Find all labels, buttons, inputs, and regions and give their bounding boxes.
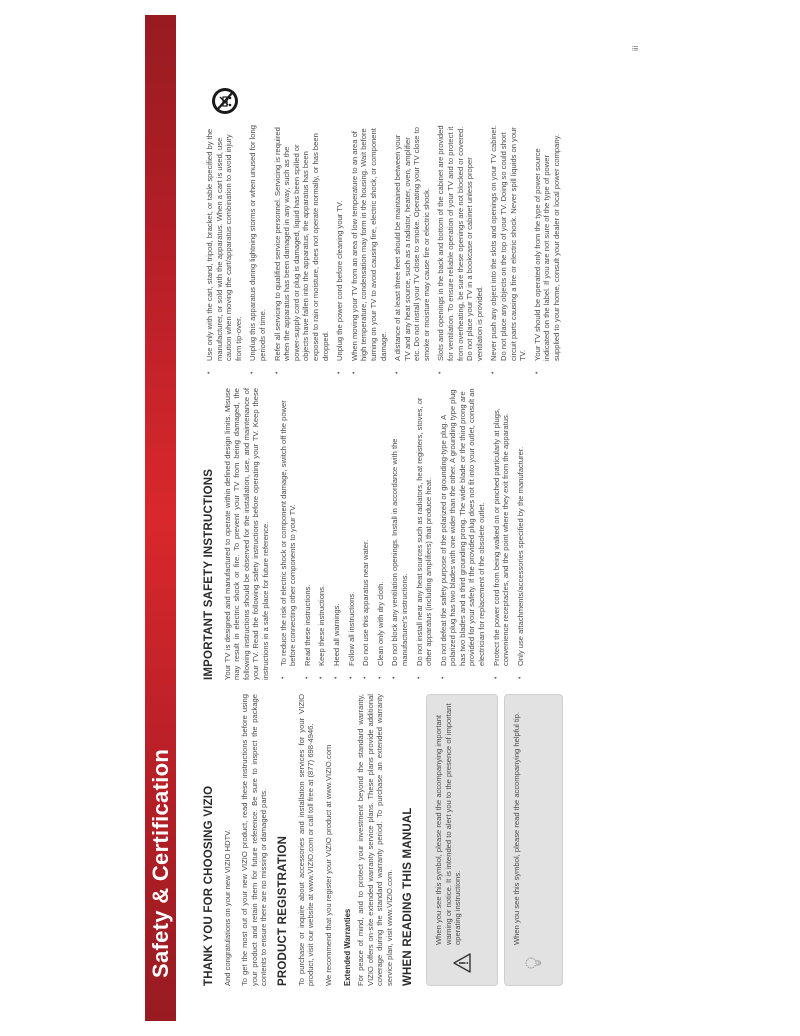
warning-notice-box (426, 694, 498, 986)
thank-you-heading: THANK YOU FOR CHOOSING VIZIO (203, 785, 215, 986)
list-item: • Keep these instructions. (317, 388, 327, 680)
tip-notice-box (504, 694, 563, 986)
warning-triangle-icon (452, 953, 472, 973)
list-item: • Do not defeat the safety purpose of the polarized or grounding-type plug. A polarized plug has two blades with one wider than the other. A grounding type plug has two blades and a third grounding prong. The wide blade or the third prong are provided for your safety. If the provided plug does not fit into your outlet, consult an electrician for replacement of the obsolete outlet. (439, 388, 487, 680)
product-registration-heading: PRODUCT REGISTRATION (276, 835, 289, 986)
list-item: • Slots and openings in the back and bottom of the cabinet are provided for ventilation. To ensure reliable operation of your TV and to protect it from overheating, be sure these openings are not blocked or covered. Do not place your TV in a bookcase or cabinet unless proper ventilation is provided. (436, 125, 484, 375)
list-item: • Only use attachments/accessories specified by the manufacturer. (516, 388, 526, 680)
safety-instructions-heading: IMPORTANT SAFETY INSTRUCTIONS (203, 468, 215, 680)
section-title: Safety & Certification (148, 748, 173, 978)
list-item: • Protect the power cord from being walked on or pinched particularly at plugs, convenience receptacles, and the point where they exit from the apparatus. (492, 388, 511, 680)
list-item: • Your TV should be operated only from the type of power source indicated on the label. If you are not sure of the type of power supplied to your home, consult your dealer or local power company. (533, 125, 562, 375)
left-column (205, 694, 569, 986)
right-column (205, 125, 567, 375)
list-item: • Read these instructions. (303, 388, 313, 680)
list-item: • Unplug the power cord before cleaning your TV. (335, 125, 345, 375)
warning-notice-text: When you see this symbol, please read the accompanying important warning or notice. It is intended to alert you to the presence of important operating instructions. (433, 703, 463, 945)
list-item: • Never push any object into the slots and openings on your TV cabinet. Do not place any objects on the top of your TV. Doing so could short circuit parts causing a fire or electric shock. Never spill liquids on your TV. (489, 125, 527, 375)
tip-notice-text: When you see this symbol, please read the accompanying helpful tip. (511, 711, 521, 945)
list-item: • Do not install near any heat sources such as radiators, heat registers, stoves, or other apparatus (including amplifiers) that produce heat. (415, 388, 434, 680)
extended-warranties-heading: Extended Warranties (343, 908, 353, 986)
list-item: • Heed all warnings. (332, 388, 342, 680)
list-item: • Do not use this apparatus near water. (361, 388, 371, 680)
safety-instructions-list-continued (205, 125, 562, 375)
safety-instructions-list (279, 388, 526, 680)
cart-tip-over-warning-icon (210, 86, 240, 116)
list-item: • Follow all instructions. (347, 388, 357, 680)
safety-intro-text: Your TV is designed and manufactured to operate within defined design limits. Misuse may result in electric shock or fire. To prevent your TV from being damaged, the following instructions should be observed for the installation, use, and maintenance of your TV. Read the following safety instructions before operating your TV. Keep these instructions in a safe place for future reference. (222, 388, 270, 680)
list-item: • Clean only with dry cloth. (376, 388, 386, 680)
list-item: • Unplug this apparatus during lightning storms or when unused for long periods of time. (248, 125, 267, 375)
list-item: • A distance of at least three feet should be maintained between your TV and any heat source, such as a radiator, heater, oven, amplifier etc. Do not install your TV close to smoke. Operating your TV close to smoke or moisture may cause fire or electric shock. (393, 125, 431, 375)
middle-column (205, 388, 530, 680)
list-item: • When moving your TV from an area of low temperature to an area of high temperature, condensation may form in the housing. Wait before turning on your TV to avoid causing fire, electric shock, or component damage. (350, 125, 388, 375)
register-text: We recommend that you register your VIZIO product at www.VIZIO.com (323, 744, 333, 986)
lightbulb-icon (523, 953, 543, 973)
extended-warranties-text: For peace of mind, and to protect your investment beyond the standard warranty, VIZIO offers on-site extended warranty service plans. These plans provide additional coverage during the standard warranty period. To purchase an extended warranty service plan, visit www.VIZIO.com. (355, 694, 394, 986)
list-item: • Use only with the cart, stand, tripod, bracket, or table specified by the manufacturer, or sold with the apparatus. When a cart is used, use caution when moving the cart/apparatus combination to avoid injury from tip-over. (205, 125, 243, 375)
when-reading-heading: WHEN READING THIS MANUAL (402, 807, 415, 986)
page-number: iii (631, 45, 640, 51)
list-item: • Do not block any ventilation openings. Install in accordance with the manufacturer's instructions. (390, 388, 409, 680)
accessories-text: To purchase or inquire about accessories and installation services for your VIZIO product, visit our website at www.VIZIO.com or call toll free at (877) 698-4946. (296, 694, 316, 986)
list-item: • To reduce the risk of electric shock or component damage, switch off the power before connecting other components to your TV. (279, 388, 298, 680)
congratulations-text: And congratulations on your new VIZIO HDTV. (222, 829, 232, 986)
list-item: • Refer all servicing to qualified service personnel. Servicing is required when the apparatus has been damaged in any way, such as the power-supply cord or plug is damaged, liquid has been spilled or objects have fallen into the apparatus, the apparatus has been exposed to rain or moisture, does not operate normally, or has been dropped. (273, 125, 331, 375)
get-most-out-text: To get the most out of your new VIZIO product, read these instructions before using your product and retain them for future reference. Be sure to inspect the package contents to ensure there are no missing or damaged parts. (240, 694, 269, 986)
